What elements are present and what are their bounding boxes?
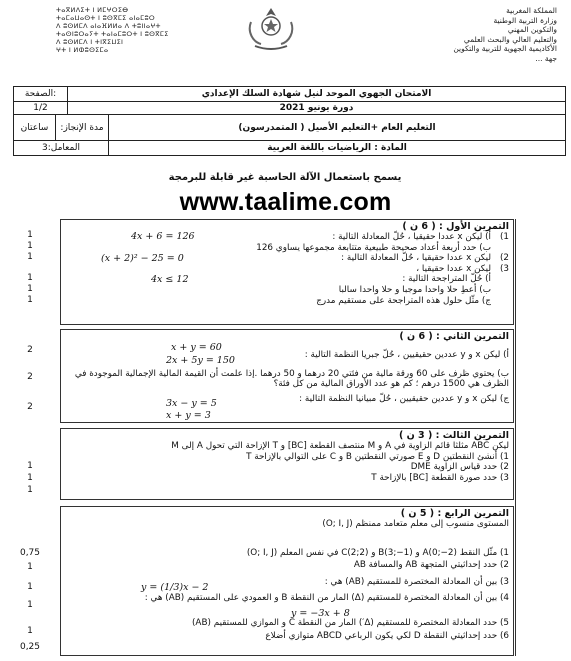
ex4-q1 [61, 548, 513, 559]
question-text: ليكن ABC مثلثا قائم الزاوية في A و M منتصف القطعة [BC] و T الإزاحة التي تحول A إلى M [171, 441, 509, 451]
exercise-1-title: التمرين الأول : ( 6 ن ) [402, 221, 509, 232]
ex2-qa [61, 350, 513, 361]
points: 2 [27, 402, 33, 412]
points: 1 [27, 295, 33, 305]
question-text: أ) حُلّ المتراجحة التالية : [402, 274, 491, 285]
exercise-4 [60, 506, 514, 656]
points: 1 [27, 461, 33, 471]
question-text: 5) حدد المعادلة المختصرة للمستقيم (Δ′) المار من النقطة C و الموازي للمستقيم (AB) [191, 617, 509, 628]
question-text: 6) حدد إحداثيتي النقطة D لكي يكون الرباعي ABCD متوازي أضلاع [265, 630, 509, 641]
points: 2 [27, 345, 33, 355]
exercise-3-title: التمرين الثالث : ( 3 ن ) [398, 430, 509, 441]
ex4-q6 [61, 631, 513, 642]
ex4-q4 [61, 593, 513, 604]
points: 1 [27, 230, 33, 240]
subject-label: المادة : الرياضيات باللغة العربية [108, 141, 565, 155]
ministry-line: جهة ... [535, 53, 557, 63]
points: 1 [27, 600, 33, 610]
exercise-3 [60, 428, 514, 500]
points: 1 [27, 485, 33, 495]
ex1-q3a [61, 274, 513, 285]
ex1-eq2: (x + 2)² − 25 = 0 [101, 253, 184, 264]
question-number: 1) [499, 232, 509, 242]
page-label: الصفحة: [24, 89, 57, 99]
ex3-q2 [61, 462, 513, 473]
ex2-eq2: 2x + 5y = 150 [166, 355, 235, 366]
ex2-eq4: x + y = 3 [166, 410, 211, 421]
points: 1 [27, 284, 33, 294]
exam-title: الامتحان الجهوي الموحد لنيل شهادة السلك الإعدادي [67, 87, 565, 101]
tifinagh-line: ⵜⴰⴳⵍⴷⵉⵜ ⵏ ⵍⵎⵖⵔⵉⴱ [56, 6, 129, 14]
question-number: 3) [499, 263, 509, 274]
points: 1 [27, 473, 33, 483]
ministry-line: الأكاديمية الجهوية للتربية والتكوين [453, 44, 557, 54]
exercise-4-title: التمرين الرابع : ( 5 ن ) [400, 508, 509, 519]
ex2-eq1: x + y = 60 [171, 342, 222, 353]
question-text: 1) مثّل النقط A(0;−2) و B(3;−1) و C(2;2) في نفس المعلم (O; I, J) [246, 547, 509, 558]
question-text: 2) حدد قياس الزاوية DME [410, 462, 509, 473]
ex1-q3 [61, 264, 513, 275]
ex2-qb [61, 369, 513, 390]
question-text: ج) ليكن x و y عددين حقيقيين ، حُلّ مبيانيا النظمة التالية : [299, 393, 509, 404]
kingdom-emblem-icon [241, 2, 301, 54]
margin-rule [515, 219, 516, 656]
question-text: المستوى منسوب إلى معلم متعامد ممنظم (O; I, J) [322, 519, 509, 529]
tifinagh-line: ⵜⴰⵎⴰⵡⴰⵙⵜ ⵏ ⵓⵙⴳⵎⵉ ⴰⵏⴰⵎⵓⵔ [56, 14, 155, 22]
exercise-1 [60, 219, 514, 325]
exercise-2-title: التمرين الثاني : ( 6 ن ) [399, 331, 509, 342]
question-text: ب) يحتوي ظرف على 60 ورقة مالية من فئتي 20 درهما و 50 درهما .إذا علمت أن القيمة المالية الإجمالية الموجودة في الظرف هي 1500 درهم ؛ كم هو عدد الأوراق المالية من كل فئة؟ [74, 368, 509, 390]
ministry-text [367, 6, 557, 64]
question-text: ج) مثّل حلول هذه المتراجحة على مستقيم مدرج [316, 295, 491, 306]
ministry-line: وزارة التربية الوطنية [493, 15, 557, 25]
question-text: ب) أعطِ حلا واحدا موجبا و حلا واحدا سالبا [338, 284, 491, 295]
ministry-line: المملكة المغربية [506, 6, 557, 15]
ex1-q1b [61, 243, 513, 254]
question-text: ليكن x عددا حقيقيا ، [416, 263, 491, 274]
ex1-q3b [61, 285, 513, 296]
exam-header-table [13, 86, 566, 156]
question-text: ليكن x عددا حقيقيا ، حُلّ المعادلة التالية : [341, 253, 491, 264]
points: 0,75 [19, 548, 41, 558]
points: 1 [27, 582, 33, 592]
ministry-line: والتكوين المهني [507, 25, 557, 35]
session-label: دورة يونيو 2021 [67, 102, 565, 114]
question-text: 3) حدد صورة القطعة [BC] بالإزاحة T [371, 472, 509, 483]
duration-label: مدة الإنجاز: [55, 115, 108, 140]
ex4-intro [61, 519, 513, 530]
ministry-line: والتعليم العالي والبحث العلمي [463, 34, 557, 44]
points: 1 [27, 562, 33, 572]
question-number: 2) [499, 253, 509, 264]
ex1-eq3: 4x ≤ 12 [151, 274, 189, 285]
ex3-intro [61, 441, 513, 452]
ex4-q5 [61, 618, 513, 629]
question-text: 2) حدد إحداثيتي المتجهة AB والمسافة AB [353, 560, 509, 571]
duration-value: ساعتان [20, 122, 49, 133]
points: 1 [27, 252, 33, 262]
points: 0,25 [19, 642, 41, 652]
track-label: التعليم العام +التعليم الأصيل ( المتمدرسون) [108, 115, 565, 140]
question-text: أ) ليكن x عددا حقيقيا ، حُلّ المعادلة التالية : [332, 232, 491, 242]
ex4-q2 [61, 560, 513, 571]
tifinagh-line: ⵖⵜ ⵏ ⵍⵀⵓⵙⵉⵎⴰ [56, 46, 109, 54]
ex2-eq3: 3x − y = 5 [166, 398, 217, 409]
tifinagh-institution-text [56, 6, 206, 54]
ex4-eq2: y = −3x + 8 [291, 608, 350, 619]
calculator-notice: يسمح باستعمال الآلة الحاسبة غير قابلة للبرمجة [168, 172, 402, 183]
ex4-q3 [61, 577, 513, 588]
question-text: أ) ليكن x و y عددين حقيقيين ، حُلّ جبريا النظمة التالية : [304, 350, 509, 360]
points: 1 [27, 241, 33, 251]
ex1-q1 [61, 232, 513, 243]
question-text: 1) أنشئ النقطتين D و E صورتي النقطتين B و C على التوالي بالإزاحة T [246, 451, 509, 462]
points: 1 [27, 273, 33, 283]
ex4-eq1: y = (1/3)x − 2 [141, 582, 209, 593]
question-text: ب) حدد أربعة أعداد صحيحة طبيعية متتابعة مجموعها يساوي 126 [256, 242, 491, 253]
coefficient-label: المعامل:3 [42, 143, 80, 153]
ex3-q3 [61, 473, 513, 484]
ex2-qc [61, 394, 513, 405]
tifinagh-line: ⴷ ⵓⵙⵍⵎⴷ ⴰⵏⴰⴼⵍⵍⴰ ⴷ ⵜⵓⵏⵏⴰⵖⵜ [56, 22, 161, 30]
ex1-eq1: 4x + 6 = 126 [131, 231, 195, 242]
exercise-2 [60, 329, 514, 423]
ex3-q1 [61, 452, 513, 463]
ex1-q3c [61, 296, 513, 307]
points: 2 [27, 372, 33, 382]
tifinagh-line: ⴷ ⵓⵙⵍⵎⴷ ⵏ ⵜⵏⴳⵉⵡⵉⵏ [56, 38, 124, 46]
question-text: 4) بين أن المعادلة المختصرة للمستقيم (Δ) المار من النقطة B و العمودي على المستقيم (AB) هي : [144, 593, 509, 604]
points: 1 [27, 626, 33, 636]
question-text: 3) بين أن المعادلة المختصرة للمستقيم (AB) هي : [324, 576, 509, 587]
watermark-url: www.taalime.com [179, 188, 392, 216]
page-number: 1/2 [33, 103, 48, 113]
tifinagh-line: ⵜⴰⵙⵏⵓⵔⴰⵢⵜ ⵜⴰⵏⴰⵎⵓⵔⵜ ⵏ ⵓⵙⴳⵎⵉ [56, 30, 169, 38]
